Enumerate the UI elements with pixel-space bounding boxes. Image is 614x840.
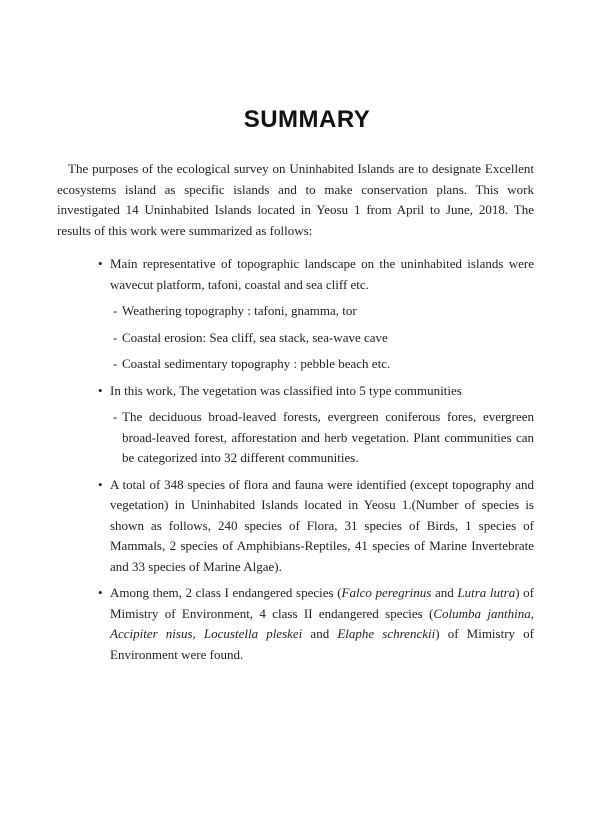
text-segment: and [431, 585, 458, 600]
text-segment: and [302, 626, 338, 641]
dash-marker-icon: - [113, 329, 118, 345]
bullet-marker-icon: • [98, 476, 103, 492]
text-segment: ) of Mimistry of Environment, 4 class II endangered species ( [110, 585, 535, 621]
bullet-item-topography [57, 254, 534, 295]
bullet-item-endangered-species [57, 583, 534, 665]
species-name-italic: Columba janthina, [433, 605, 534, 621]
page-title: SUMMARY [243, 106, 371, 133]
dash-marker-icon: - [113, 303, 118, 318]
summary-content [57, 159, 534, 665]
bullet-text: Main representative of topographic landscape on the uninhabited islands were wavecut platform, tafoni, coastal and sea cliff etc. [110, 256, 534, 292]
bullet-text [110, 585, 534, 662]
bullet-marker-icon: • [98, 382, 103, 398]
sub-item-text: Coastal erosion: Sea cliff, sea stack, sea-wave cave [122, 329, 388, 345]
species-name-italic: Accipiter nisus, [110, 626, 196, 641]
species-name-italic: Lutra lutra [457, 585, 516, 600]
dash-marker-icon: - [113, 356, 118, 371]
text-segment [196, 626, 204, 641]
bullet-marker-icon: • [98, 585, 103, 600]
bullet-item-species-count [57, 475, 534, 578]
bullet-text: In this work, The vegetation was classified into 5 type communities [110, 382, 462, 398]
bullet-text: A total of 348 species of flora and fauna were identified (except topography and vegetation) in Uninhabited Islands located in Yeosu 1.(Number of species is shown as follows, 240 species of Flora, 31 species of Birds, 1 species of Mammals, 2 species of Amphibians-Reptiles, 41 species of Marine Invertebrate and 33 species of Marine Algae). [110, 476, 534, 574]
species-name-italic: Elaphe schrenckii [337, 626, 436, 641]
species-name-italic: Falco peregrinus [341, 585, 432, 600]
sub-item-text: Weathering topography : tafoni, gnamma, tor [122, 303, 357, 318]
bullet-item-vegetation [57, 381, 534, 402]
dash-marker-icon: - [113, 409, 118, 424]
intro-paragraph: The purposes of the ecological survey on Uninhabited Islands are to designate Excellent ecosystems island as specific islands and to make conservation plans. This work investigated 14 Uninhabited Islands located in Yeosu 1 from April to June, 2018. The results of this work were summarized as follows: [57, 161, 534, 238]
bullet-list [57, 254, 534, 665]
sub-item-text: Coastal sedimentary topography : pebble beach etc. [122, 356, 391, 371]
text-segment: ) of Mimistry of Environment were found. [110, 626, 535, 662]
sub-item-forest-types [57, 407, 534, 469]
sub-item-weathering [57, 301, 534, 322]
sub-item-coastal-sedimentary [57, 354, 534, 375]
text-segment: Among them, 2 class I endangered species ( [110, 585, 342, 600]
species-name-italic: Locustella pleskei [203, 626, 303, 641]
bullet-marker-icon: • [98, 256, 103, 271]
sub-item-coastal-erosion [57, 328, 534, 349]
sub-item-text: The deciduous broad-leaved forests, evergreen coniferous fores, evergreen broad-leaved forest, afforestation and herb vegetation. Plant communities can be categorized into 32 different communities. [122, 409, 534, 465]
